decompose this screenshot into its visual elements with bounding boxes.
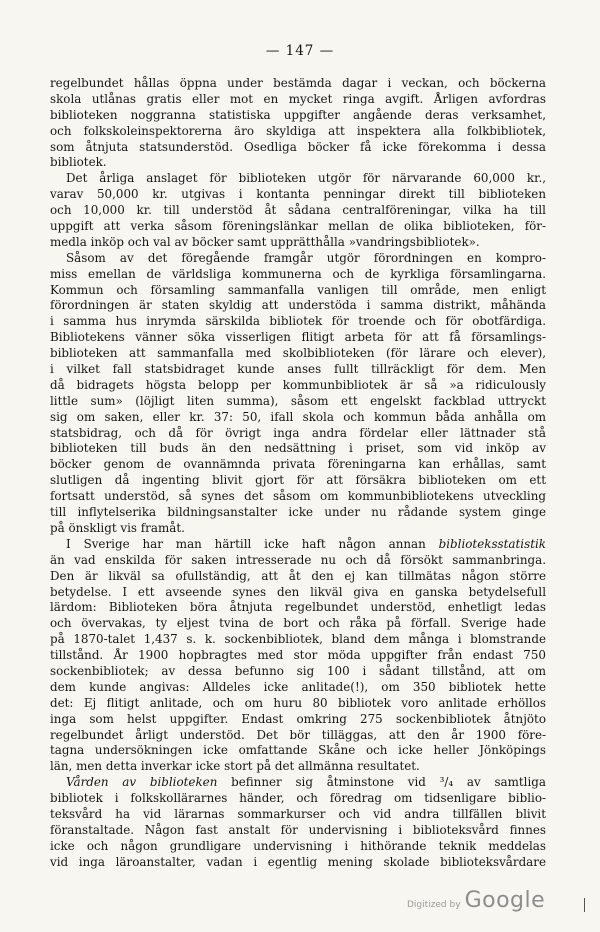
text-line <box>50 775 546 791</box>
watermark-prefix: Digitized by <box>407 900 461 910</box>
text-line: vid inga läroanstalter, vadan i egentlig mening skolade biblioteksvårdare <box>50 854 546 869</box>
text-line: statsbidrag, och då för övrigt inga andra fördelar eller lättnader stå <box>50 425 546 440</box>
text-line: uppgift att verka såsom föreningslänkar mellan de olika biblioteken, för- <box>50 219 546 234</box>
text-line: föranstaltade. Någon fast anstalt för undervisning i biblioteksvård finnes <box>50 822 546 837</box>
watermark-brand: Google <box>464 888 546 913</box>
text-line: bibliotek i folkskollärarnes händer, och föredrag om tidsenligare biblio- <box>50 791 546 806</box>
text-line: och 10,000 kr. till understöd åt sådana centralföreningar, vilka ha till <box>50 203 546 218</box>
emphasized-term: biblioteksstatistik <box>438 536 546 551</box>
text-line: Bibliotekens vänner söka visserligen flitigt arbeta för att få församlings- <box>50 330 546 345</box>
text-line: teksvård ha vid lärarnas sommarkurser och vid andra tillfällen blivit <box>50 806 546 821</box>
text-line: Det årliga anslaget för biblioteken utgör för närvarande 60,000 kr., <box>66 171 546 186</box>
digitized-by-google-watermark <box>407 888 577 916</box>
text-line: då bidragets högsta belopp per kommunbibliotek är så »a ridiculously <box>50 377 546 392</box>
text-line: inga som helst uppgifter. Endast omkring 275 sockenbibliotek åtnjöto <box>50 711 546 726</box>
text-line: icke och någon grundligare undervisning i hithörande teknik meddelas <box>50 838 546 853</box>
text-line: Den är likväl sa ofullständig, att åt den ej kan tillmätas någon större <box>50 568 546 583</box>
text-line: på önskligt vis framåt. <box>50 520 185 535</box>
text-line: miss emellan de världsliga kommunerna och de kyrkliga församlingarna. <box>50 266 546 281</box>
text-line: till inflytelserika bildningsanstalter icke under nu rådande system ginge <box>50 505 546 520</box>
text-line: betydelse. I ett avseende synes den likväl giva en ganska betydelsefull <box>50 584 546 599</box>
text-line: och folkskoleinspektorerna äro skyldiga att inspektera alla folkbibliotek, <box>50 123 546 138</box>
text-line: län, men detta inverkar icke stort på det allmänna resultatet. <box>50 759 420 774</box>
text-line: i samma hus inrymda särskilda bibliotek för troende och för obotfärdiga. <box>50 314 546 329</box>
body-text <box>50 76 546 871</box>
text-line: regelbundet årligt understöd. Det bör tilläggas, att den år 1900 före- <box>50 727 546 742</box>
text-line: lärdom: Biblioteken böra åtnjuta regelbundet understöd, enhetligt ledas <box>50 600 546 615</box>
text-line: böcker genom de ovannämnda privata föreningarna kan erhållas, samt <box>50 457 546 472</box>
text-line: det: Ej flitigt anlitade, och om huru 80 bibliotek voro anlitade erhöllos <box>50 695 546 710</box>
text-line: Kommun och församling sammanfalla vanligen till område, men enligt <box>50 282 546 297</box>
text-line: på 1870-talet 1,437 s. k. sockenbibliotek, bland dem många i blomstrande <box>50 632 546 647</box>
margin-mark <box>584 898 585 912</box>
text-line: medla inköp och val av böcker samt upprätthålla »vandringsbibliotek». <box>50 234 480 249</box>
text-line: varav 50,000 kr. utgivas i kontanta penningar direkt till biblioteken <box>50 187 546 202</box>
text-line: slutligen då ingenting blivit gjort för att försäkra biblioteken om ett <box>50 473 546 488</box>
text-segment: befinner sig åtminstone vid ³/₄ av samtliga <box>217 775 546 790</box>
text-line: dem kunde angivas: Alldeles icke anlitade(!), om 350 bibliotek hette <box>50 679 546 694</box>
text-line: och övervakas, ty eljest tvina de bort och råka på förfall. Sverige hade <box>50 616 546 631</box>
text-line: biblioteken till buds än den nedsättning i priset, som vid inköp av <box>50 441 546 456</box>
text-line: biblioteken att sammanfalla med skolbiblioteken (för lärare och elever), <box>50 346 546 361</box>
text-line: fortsatt understöd, så synes det såsom om kommunbibliotekens utveckling <box>50 489 546 504</box>
text-line <box>50 537 546 553</box>
text-line: än vad enskilda för saken intresserade nu och då försökt sammanbringa. <box>50 552 546 567</box>
text-line: tagna undersökningen icke omfattande Skåne och icke heller Jönköpings <box>50 743 546 758</box>
text-line: sockenbibliotek; av dessa befunno sig 100 i sådant tillstånd, att om <box>50 663 546 678</box>
text-line: som åtnjuta statsunderstöd. Osedliga böcker få icke förekomma i dessa <box>50 139 546 154</box>
text-line: tillstånd. År 1900 hopbragtes med stor möda uppgifter från endast 750 <box>50 648 546 663</box>
text-line: förordningen är staten skyldig att understöda i samma distrikt, måhända <box>50 298 546 313</box>
text-line: bibliotek. <box>50 155 107 170</box>
text-segment: I Sverige har man härtill icke haft någon annan <box>66 536 439 551</box>
text-line: Såsom av det föregående framgår utgör förordningen en kompro- <box>66 250 546 265</box>
text-line: i vilket fall statsbidraget kunde anses fullt tillräckligt för dem. Men <box>50 362 546 377</box>
text-line: regelbundet hållas öppna under bestämda dagar i veckan, och böckerna <box>50 76 546 90</box>
text-line: biblioteken noggranna statistiska uppgifter angående deras verksamhet, <box>50 107 546 122</box>
text-line: sig om saken, eller kr. 37: 50, ifall skola och kommun båda anhålla om <box>50 409 546 424</box>
page-number: — 147 — <box>265 43 335 59</box>
emphasized-term: Vården av biblioteken <box>66 775 218 790</box>
text-line: skola utlånas gratis eller mot en mycket ringa avgift. Årligen avfordras <box>50 91 546 106</box>
text-line: little sum» (löjligt liten summa), såsom ett engelskt fackblad uttryckt <box>50 393 546 408</box>
